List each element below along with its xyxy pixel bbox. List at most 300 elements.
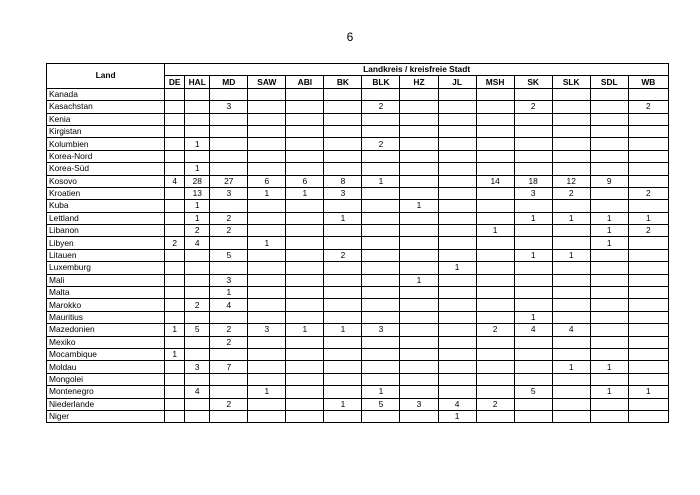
value-cell xyxy=(590,410,628,422)
value-cell: 3 xyxy=(400,398,438,410)
value-cell xyxy=(590,138,628,150)
value-cell: 8 xyxy=(324,175,362,187)
value-cell xyxy=(400,88,438,100)
value-cell xyxy=(476,299,514,311)
value-cell: 1 xyxy=(400,200,438,212)
page-number: 6 xyxy=(346,30,354,44)
value-cell: 5 xyxy=(185,324,210,336)
value-cell xyxy=(324,348,362,360)
country-cell: Moldau xyxy=(47,361,165,373)
value-cell xyxy=(400,225,438,237)
value-cell xyxy=(248,262,286,274)
table-row xyxy=(47,200,669,212)
value-cell xyxy=(286,299,324,311)
value-cell: 4 xyxy=(165,175,185,187)
value-cell: 3 xyxy=(362,324,400,336)
table-row xyxy=(47,150,669,162)
value-cell: 28 xyxy=(185,175,210,187)
land-column-header: Land xyxy=(47,64,165,89)
value-cell xyxy=(552,163,590,175)
value-cell xyxy=(514,373,552,385)
value-cell xyxy=(552,113,590,125)
value-cell xyxy=(286,225,324,237)
value-cell xyxy=(248,348,286,360)
value-cell xyxy=(286,200,324,212)
value-cell xyxy=(400,237,438,249)
value-cell: 2 xyxy=(165,237,185,249)
value-cell: 1 xyxy=(165,348,185,360)
table-row xyxy=(47,225,669,237)
value-cell xyxy=(590,348,628,360)
country-cell: Mauritius xyxy=(47,311,165,323)
column-header-md: MD xyxy=(210,76,248,88)
value-cell xyxy=(165,113,185,125)
value-cell xyxy=(514,287,552,299)
table-row xyxy=(47,274,669,286)
value-cell: 2 xyxy=(185,299,210,311)
value-cell: 1 xyxy=(514,311,552,323)
value-cell xyxy=(286,311,324,323)
value-cell xyxy=(590,163,628,175)
value-cell xyxy=(514,348,552,360)
value-cell xyxy=(438,225,476,237)
value-cell xyxy=(400,163,438,175)
country-cell: Marokko xyxy=(47,299,165,311)
value-cell xyxy=(590,125,628,137)
value-cell xyxy=(476,386,514,398)
value-cell xyxy=(165,287,185,299)
value-cell: 1 xyxy=(362,175,400,187)
value-cell xyxy=(438,101,476,113)
value-cell xyxy=(514,299,552,311)
value-cell xyxy=(286,237,324,249)
value-cell xyxy=(552,287,590,299)
value-cell xyxy=(628,410,668,422)
column-header-slk: SLK xyxy=(552,76,590,88)
value-cell xyxy=(590,287,628,299)
value-cell: 6 xyxy=(286,175,324,187)
value-cell xyxy=(590,311,628,323)
value-cell xyxy=(324,113,362,125)
value-cell: 1 xyxy=(210,287,248,299)
value-cell xyxy=(552,200,590,212)
table-row xyxy=(47,113,669,125)
country-cell: Mazedonien xyxy=(47,324,165,336)
value-cell xyxy=(165,225,185,237)
value-cell xyxy=(185,373,210,385)
value-cell xyxy=(362,88,400,100)
value-cell xyxy=(552,336,590,348)
value-cell xyxy=(286,336,324,348)
value-cell xyxy=(514,200,552,212)
value-cell xyxy=(476,361,514,373)
value-cell xyxy=(210,311,248,323)
value-cell xyxy=(248,398,286,410)
value-cell xyxy=(438,163,476,175)
value-cell xyxy=(628,361,668,373)
value-cell xyxy=(185,101,210,113)
value-cell xyxy=(165,163,185,175)
table-row xyxy=(47,101,669,113)
value-cell xyxy=(476,287,514,299)
value-cell xyxy=(514,274,552,286)
value-cell xyxy=(362,299,400,311)
value-cell: 1 xyxy=(286,324,324,336)
value-cell: 13 xyxy=(185,187,210,199)
value-cell xyxy=(628,262,668,274)
value-cell xyxy=(400,175,438,187)
value-cell: 5 xyxy=(362,398,400,410)
table-row xyxy=(47,287,669,299)
value-cell: 3 xyxy=(210,101,248,113)
value-cell xyxy=(400,150,438,162)
country-cell: Niger xyxy=(47,410,165,422)
value-cell xyxy=(324,336,362,348)
country-cell: Niederlande xyxy=(47,398,165,410)
value-cell xyxy=(362,274,400,286)
value-cell xyxy=(628,324,668,336)
value-cell xyxy=(400,249,438,261)
value-cell: 4 xyxy=(210,299,248,311)
value-cell xyxy=(552,386,590,398)
value-cell xyxy=(165,88,185,100)
value-cell xyxy=(165,398,185,410)
value-cell: 4 xyxy=(185,386,210,398)
value-cell xyxy=(165,187,185,199)
value-cell xyxy=(362,361,400,373)
country-cell: Kirgistan xyxy=(47,125,165,137)
value-cell xyxy=(286,249,324,261)
value-cell xyxy=(210,163,248,175)
value-cell xyxy=(438,373,476,385)
value-cell xyxy=(210,88,248,100)
value-cell xyxy=(248,373,286,385)
value-cell xyxy=(400,373,438,385)
value-cell xyxy=(165,249,185,261)
value-cell xyxy=(628,274,668,286)
value-cell xyxy=(476,410,514,422)
value-cell xyxy=(476,373,514,385)
column-header-bk: BK xyxy=(324,76,362,88)
value-cell xyxy=(552,125,590,137)
value-cell xyxy=(210,138,248,150)
value-cell xyxy=(514,150,552,162)
value-cell xyxy=(438,200,476,212)
value-cell: 5 xyxy=(514,386,552,398)
value-cell xyxy=(362,125,400,137)
value-cell: 1 xyxy=(476,225,514,237)
value-cell: 4 xyxy=(552,324,590,336)
value-cell xyxy=(248,101,286,113)
table-row xyxy=(47,175,669,187)
value-cell: 5 xyxy=(210,249,248,261)
value-cell xyxy=(552,373,590,385)
value-cell xyxy=(286,150,324,162)
value-cell xyxy=(210,237,248,249)
value-cell xyxy=(400,410,438,422)
country-cell: Luxemburg xyxy=(47,262,165,274)
country-cell: Libyen xyxy=(47,237,165,249)
value-cell: 1 xyxy=(362,386,400,398)
value-cell xyxy=(438,175,476,187)
value-cell xyxy=(590,113,628,125)
table-row xyxy=(47,336,669,348)
country-cell: Kroatien xyxy=(47,187,165,199)
value-cell xyxy=(165,361,185,373)
value-cell xyxy=(165,101,185,113)
value-cell xyxy=(210,262,248,274)
value-cell xyxy=(590,336,628,348)
value-cell xyxy=(324,361,362,373)
value-cell xyxy=(438,187,476,199)
value-cell xyxy=(248,212,286,224)
value-cell xyxy=(476,150,514,162)
table-row xyxy=(47,163,669,175)
value-cell xyxy=(590,187,628,199)
value-cell xyxy=(324,150,362,162)
value-cell: 2 xyxy=(362,138,400,150)
value-cell: 1 xyxy=(324,212,362,224)
value-cell xyxy=(514,113,552,125)
value-cell xyxy=(552,88,590,100)
value-cell xyxy=(476,237,514,249)
value-cell xyxy=(248,225,286,237)
value-cell xyxy=(362,113,400,125)
value-cell xyxy=(438,348,476,360)
value-cell xyxy=(552,410,590,422)
value-cell xyxy=(248,138,286,150)
value-cell: 2 xyxy=(210,212,248,224)
value-cell xyxy=(514,410,552,422)
country-cell: Kosovo xyxy=(47,175,165,187)
value-cell: 1 xyxy=(514,212,552,224)
value-cell xyxy=(248,336,286,348)
country-cell: Mocambique xyxy=(47,348,165,360)
value-cell xyxy=(590,249,628,261)
column-header-sdl: SDL xyxy=(590,76,628,88)
value-cell xyxy=(248,410,286,422)
value-cell xyxy=(210,373,248,385)
value-cell: 3 xyxy=(324,187,362,199)
value-cell: 1 xyxy=(438,410,476,422)
value-cell: 1 xyxy=(185,212,210,224)
value-cell: 4 xyxy=(185,237,210,249)
country-cell: Kolumbien xyxy=(47,138,165,150)
value-cell xyxy=(552,101,590,113)
value-cell xyxy=(400,336,438,348)
value-cell: 1 xyxy=(628,386,668,398)
value-cell xyxy=(476,249,514,261)
value-cell xyxy=(438,125,476,137)
table-row xyxy=(47,361,669,373)
value-cell xyxy=(438,361,476,373)
value-cell xyxy=(210,125,248,137)
value-cell xyxy=(514,225,552,237)
value-cell: 1 xyxy=(185,138,210,150)
value-cell: 1 xyxy=(248,386,286,398)
column-header-de: DE xyxy=(165,76,185,88)
value-cell xyxy=(400,361,438,373)
value-cell xyxy=(628,348,668,360)
value-cell xyxy=(628,398,668,410)
value-cell xyxy=(324,200,362,212)
value-cell: 2 xyxy=(476,398,514,410)
value-cell: 12 xyxy=(552,175,590,187)
value-cell xyxy=(514,125,552,137)
value-cell xyxy=(324,410,362,422)
value-cell xyxy=(324,88,362,100)
value-cell: 2 xyxy=(628,187,668,199)
value-cell xyxy=(286,113,324,125)
value-cell xyxy=(590,274,628,286)
value-cell xyxy=(628,249,668,261)
value-cell: 1 xyxy=(590,225,628,237)
value-cell xyxy=(362,187,400,199)
value-cell xyxy=(286,348,324,360)
value-cell xyxy=(248,113,286,125)
value-cell xyxy=(552,398,590,410)
country-district-table xyxy=(46,63,669,423)
value-cell xyxy=(514,336,552,348)
value-cell xyxy=(324,163,362,175)
value-cell xyxy=(514,138,552,150)
value-cell xyxy=(248,311,286,323)
value-cell xyxy=(628,299,668,311)
value-cell xyxy=(476,262,514,274)
district-group-header: Landkreis / kreisfreie Stadt xyxy=(165,64,669,76)
value-cell xyxy=(438,274,476,286)
value-cell: 2 xyxy=(476,324,514,336)
value-cell: 1 xyxy=(552,361,590,373)
value-cell xyxy=(286,287,324,299)
value-cell xyxy=(210,348,248,360)
country-cell: Lettland xyxy=(47,212,165,224)
value-cell: 1 xyxy=(628,212,668,224)
value-cell xyxy=(210,113,248,125)
value-cell: 1 xyxy=(400,274,438,286)
value-cell xyxy=(476,101,514,113)
value-cell xyxy=(590,150,628,162)
value-cell xyxy=(438,150,476,162)
value-cell xyxy=(165,274,185,286)
value-cell xyxy=(438,212,476,224)
value-cell xyxy=(185,348,210,360)
value-cell: 1 xyxy=(552,212,590,224)
value-cell: 6 xyxy=(248,175,286,187)
value-cell xyxy=(362,311,400,323)
value-cell xyxy=(400,386,438,398)
value-cell xyxy=(286,386,324,398)
value-cell xyxy=(324,125,362,137)
value-cell xyxy=(286,373,324,385)
value-cell xyxy=(628,311,668,323)
country-cell: Korea-Süd xyxy=(47,163,165,175)
country-cell: Libanon xyxy=(47,225,165,237)
value-cell xyxy=(628,336,668,348)
value-cell xyxy=(476,200,514,212)
value-cell xyxy=(362,163,400,175)
value-cell: 2 xyxy=(628,225,668,237)
value-cell xyxy=(286,212,324,224)
value-cell xyxy=(438,88,476,100)
value-cell: 1 xyxy=(324,398,362,410)
value-cell xyxy=(476,212,514,224)
value-cell xyxy=(248,274,286,286)
value-cell xyxy=(400,187,438,199)
value-cell: 1 xyxy=(286,187,324,199)
value-cell: 3 xyxy=(514,187,552,199)
value-cell xyxy=(362,410,400,422)
value-cell xyxy=(628,237,668,249)
value-cell xyxy=(324,299,362,311)
value-cell xyxy=(362,225,400,237)
value-cell xyxy=(628,125,668,137)
value-cell xyxy=(628,287,668,299)
value-cell xyxy=(324,138,362,150)
value-cell xyxy=(476,163,514,175)
value-cell xyxy=(165,410,185,422)
table-row xyxy=(47,88,669,100)
value-cell xyxy=(185,113,210,125)
column-header-abi: ABI xyxy=(286,76,324,88)
value-cell xyxy=(552,311,590,323)
value-cell xyxy=(165,386,185,398)
value-cell xyxy=(590,101,628,113)
value-cell xyxy=(324,262,362,274)
value-cell xyxy=(438,386,476,398)
country-cell: Mongolei xyxy=(47,373,165,385)
value-cell xyxy=(165,299,185,311)
value-cell xyxy=(514,88,552,100)
table-row xyxy=(47,373,669,385)
value-cell xyxy=(185,88,210,100)
value-cell xyxy=(248,361,286,373)
value-cell xyxy=(476,336,514,348)
column-header-msh: MSH xyxy=(476,76,514,88)
value-cell: 2 xyxy=(210,336,248,348)
value-cell xyxy=(185,398,210,410)
value-cell: 2 xyxy=(552,187,590,199)
value-cell: 27 xyxy=(210,175,248,187)
value-cell xyxy=(248,249,286,261)
value-cell xyxy=(438,138,476,150)
value-cell xyxy=(362,212,400,224)
value-cell: 18 xyxy=(514,175,552,187)
value-cell: 1 xyxy=(590,237,628,249)
value-cell: 1 xyxy=(590,212,628,224)
value-cell: 1 xyxy=(438,262,476,274)
value-cell: 1 xyxy=(165,324,185,336)
country-cell: Kanada xyxy=(47,88,165,100)
value-cell xyxy=(286,262,324,274)
value-cell xyxy=(476,187,514,199)
value-cell: 2 xyxy=(210,324,248,336)
value-cell xyxy=(438,287,476,299)
column-header-saw: SAW xyxy=(248,76,286,88)
value-cell: 7 xyxy=(210,361,248,373)
value-cell xyxy=(552,348,590,360)
value-cell xyxy=(286,101,324,113)
value-cell xyxy=(628,150,668,162)
table-row xyxy=(47,324,669,336)
value-cell: 1 xyxy=(514,249,552,261)
value-cell xyxy=(514,237,552,249)
value-cell: 1 xyxy=(248,237,286,249)
value-cell xyxy=(552,274,590,286)
value-cell xyxy=(400,113,438,125)
country-cell: Kasachstan xyxy=(47,101,165,113)
value-cell xyxy=(552,138,590,150)
